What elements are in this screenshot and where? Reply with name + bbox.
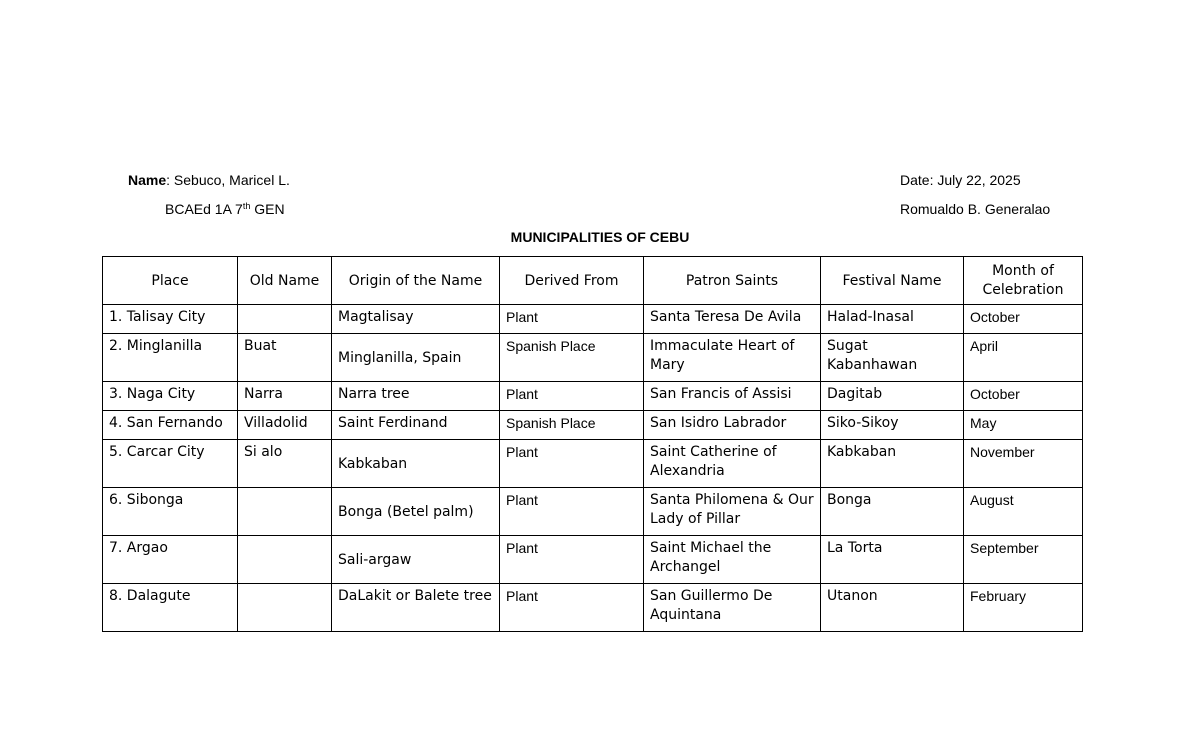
table-row [103,440,1083,488]
col-header-month: Month of Celebration [964,257,1083,305]
cell-derived: Plant [500,382,644,411]
table-row [103,584,1083,632]
col-header-festival-name: Festival Name [821,257,964,305]
cell-month: October [964,382,1083,411]
cell-derived: Spanish Place [500,334,644,382]
cell-month: May [964,411,1083,440]
cell-month: April [964,334,1083,382]
cell-patron: San Isidro Labrador [644,411,821,440]
course-prefix: BCAEd 1A 7 [165,201,243,217]
cell-place: 5. Carcar City [103,440,238,488]
cell-patron: San Guillermo De Aquintana [644,584,821,632]
table-row [103,488,1083,536]
cell-place: 3. Naga City [103,382,238,411]
cell-patron: Immaculate Heart of Mary [644,334,821,382]
cell-place: 2. Minglanilla [103,334,238,382]
table-row [103,382,1083,411]
cell-month: September [964,536,1083,584]
cell-old-name [238,536,332,584]
table-row [103,334,1083,382]
cell-month: November [964,440,1083,488]
cell-derived: Plant [500,305,644,334]
cell-place: 1. Talisay City [103,305,238,334]
cell-patron: Saint Michael the Archangel [644,536,821,584]
cell-origin: Magtalisay [332,305,500,334]
cell-month: October [964,305,1083,334]
cell-derived: Plant [500,488,644,536]
cell-origin: Saint Ferdinand [332,411,500,440]
cell-month: August [964,488,1083,536]
cell-patron: Saint Catherine of Alexandria [644,440,821,488]
cell-place: 6. Sibonga [103,488,238,536]
cell-festival: Halad-Inasal [821,305,964,334]
course-suffix: GEN [250,201,285,217]
cell-old-name [238,584,332,632]
cell-patron: Santa Philomena & Our Lady of Pillar [644,488,821,536]
cell-old-name [238,305,332,334]
cell-festival: Kabkaban [821,440,964,488]
document-title: MUNICIPALITIES OF CEBU [510,229,690,245]
col-header-patron-saints: Patron Saints [644,257,821,305]
col-header-origin: Origin of the Name [332,257,500,305]
cell-festival: Siko-Sikoy [821,411,964,440]
col-header-old-name: Old Name [238,257,332,305]
cell-old-name: Villadolid [238,411,332,440]
cell-festival: Bonga [821,488,964,536]
student-name [128,172,290,188]
col-header-derived-from: Derived From [500,257,644,305]
cell-festival: Utanon [821,584,964,632]
cell-old-name: Si alo [238,440,332,488]
col-header-place: Place [103,257,238,305]
cell-place: 7. Argao [103,536,238,584]
cell-festival: Sugat Kabanhawan [821,334,964,382]
cell-origin: Bonga (Betel palm) [332,488,500,536]
date-text: Date: July 22, 2025 [900,172,1021,188]
cell-origin: DaLakit or Balete tree [332,584,500,632]
course-section [165,201,285,217]
table-row [103,305,1083,334]
cell-origin: Sali-argaw [332,536,500,584]
name-value: : Sebuco, Maricel L. [166,172,290,188]
cell-derived: Spanish Place [500,411,644,440]
course-sup: th [242,201,251,211]
cell-place: 8. Dalagute [103,584,238,632]
cell-derived: Plant [500,440,644,488]
instructor-name: Romualdo B. Generalao [900,201,1051,217]
cell-festival: Dagitab [821,382,964,411]
cell-old-name: Buat [238,334,332,382]
cell-old-name [238,488,332,536]
cell-patron: San Francis of Assisi [644,382,821,411]
table-row [103,411,1083,440]
cell-patron: Santa Teresa De Avila [644,305,821,334]
cell-old-name: Narra [238,382,332,411]
cell-place: 4. San Fernando [103,411,238,440]
cell-festival: La Torta [821,536,964,584]
cell-derived: Plant [500,584,644,632]
cell-origin: Kabkaban [332,440,500,488]
table-row [103,536,1083,584]
cell-derived: Plant [500,536,644,584]
name-label: Name [128,172,167,188]
cell-origin: Narra tree [332,382,500,411]
cell-month: February [964,584,1083,632]
table-header-row [103,257,1083,305]
municipalities-table [102,256,1083,632]
cell-origin: Minglanilla, Spain [332,334,500,382]
